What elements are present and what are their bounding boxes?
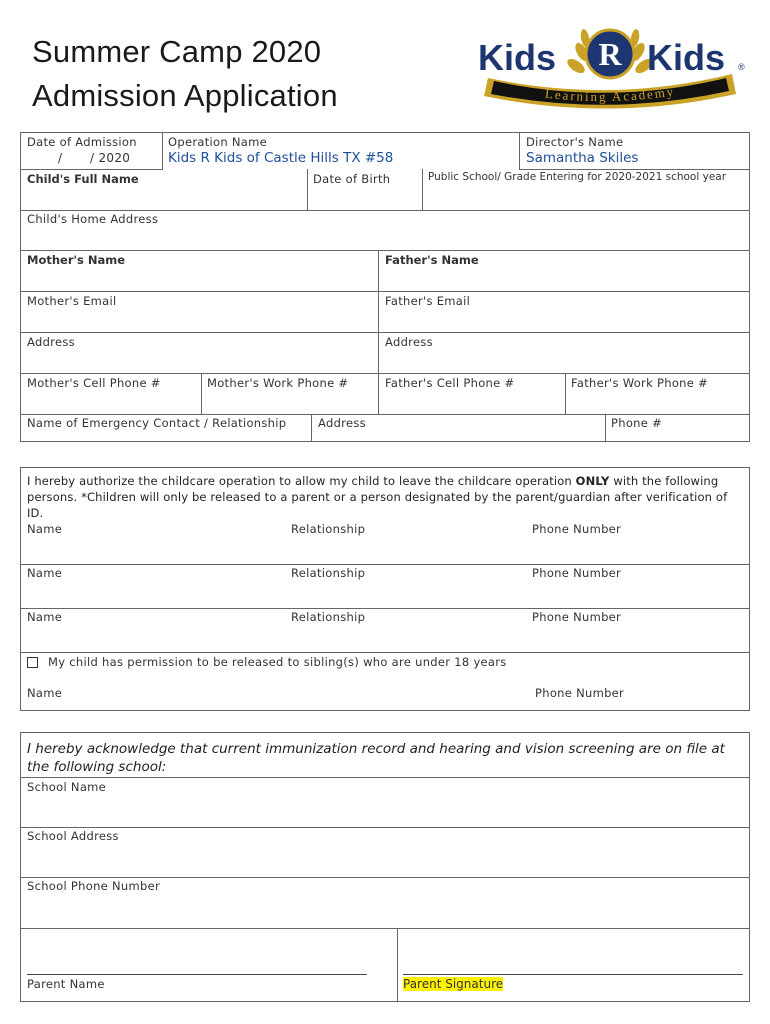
parent-signature-cell[interactable] <box>397 928 750 1002</box>
parent-signature-line <box>403 974 743 975</box>
parent-name-line <box>27 974 367 975</box>
emergency-contact-cell[interactable] <box>20 414 312 442</box>
school-phone-label: School Phone Number <box>27 879 161 893</box>
mothers-email-label: Mother's Email <box>27 294 117 308</box>
immunization-acknowledgment: I hereby acknowledge that current immunization record and hearing and vision screening are on file at the following school: <box>27 741 725 775</box>
directors-name-value: Samantha Skiles <box>526 150 639 166</box>
authorization-text: I hereby authorize the childcare operation to allow my child to leave the childcare operation ONLY with the following persons. *Children will only be released to a parent or a person designated by the parent/guardian after verification of ID. <box>27 474 728 520</box>
release-phone-label: Phone Number <box>532 522 622 536</box>
fathers-cell-phone-label: Father's Cell Phone # <box>385 376 515 390</box>
directors-name-label: Director's Name <box>526 135 624 149</box>
mothers-email-cell[interactable] <box>20 291 379 333</box>
mothers-work-phone-label: Mother's Work Phone # <box>207 376 349 390</box>
operation-name-value: Kids R Kids of Castle Hills TX #58 <box>168 150 394 166</box>
operation-name-label: Operation Name <box>168 135 268 149</box>
father-address-label: Address <box>385 335 433 349</box>
logo-registered-mark: ® <box>738 62 745 72</box>
childs-full-name-label: Child's Full Name <box>27 172 139 186</box>
father-address-cell[interactable] <box>378 332 750 374</box>
mothers-name-cell[interactable] <box>20 250 379 292</box>
release-name-label: Name <box>27 610 63 624</box>
emergency-phone-label: Phone # <box>611 416 663 430</box>
mother-address-label: Address <box>27 335 75 349</box>
only-emphasis: ONLY <box>575 474 610 488</box>
fathers-work-phone-cell[interactable] <box>565 373 750 415</box>
childs-full-name-cell[interactable] <box>20 169 308 211</box>
fathers-email-cell[interactable] <box>378 291 750 333</box>
directors-name-cell[interactable] <box>519 132 750 170</box>
emergency-phone-cell[interactable] <box>605 414 750 442</box>
release-row-1[interactable] <box>20 520 750 565</box>
sibling-release-label: My child has permission to be released to sibling(s) who are under 18 years <box>48 655 507 669</box>
date-of-admission-label: Date of Admission <box>27 135 137 149</box>
school-name-cell[interactable] <box>20 777 750 828</box>
mothers-work-phone-cell[interactable] <box>201 373 379 415</box>
fathers-work-phone-label: Father's Work Phone # <box>571 376 709 390</box>
sibling-name-label: Name <box>27 686 63 700</box>
emergency-address-label: Address <box>318 416 366 430</box>
emergency-contact-label: Name of Emergency Contact / Relationship <box>27 416 287 430</box>
page-title <box>32 30 338 118</box>
date-year: / 2020 <box>90 151 131 165</box>
parent-name-label: Parent Name <box>27 977 105 991</box>
date-slash: / <box>58 151 63 165</box>
release-relationship-label: Relationship <box>291 522 366 536</box>
school-address-cell[interactable] <box>20 827 750 878</box>
release-relationship-label: Relationship <box>291 566 366 580</box>
operation-name-cell[interactable] <box>162 132 520 170</box>
logo-word-right: Kids <box>647 37 726 78</box>
mothers-cell-phone-cell[interactable] <box>20 373 202 415</box>
childs-home-address-label: Child's Home Address <box>27 212 159 226</box>
mothers-name-label: Mother's Name <box>27 253 126 267</box>
release-name-label: Name <box>27 522 63 536</box>
logo-word-left: Kids <box>478 37 557 78</box>
childs-home-address-cell[interactable] <box>20 210 750 251</box>
emergency-address-cell[interactable] <box>311 414 606 442</box>
fathers-name-label: Father's Name <box>385 253 479 267</box>
release-relationship-label: Relationship <box>291 610 366 624</box>
fathers-cell-phone-cell[interactable] <box>378 373 566 415</box>
release-phone-label: Phone Number <box>532 566 622 580</box>
date-of-birth-label: Date of Birth <box>313 172 391 186</box>
logo-letter-r: R <box>598 36 622 72</box>
school-name-label: School Name <box>27 780 107 794</box>
release-row-2[interactable] <box>20 564 750 609</box>
logo-ribbon-text: Learning Academy <box>544 83 677 105</box>
date-of-admission-cell[interactable] <box>20 132 163 170</box>
public-school-label: Public School/ Grade Entering for 2020-2021 school year <box>428 171 727 183</box>
parent-signature-label: Parent Signature <box>403 977 504 991</box>
kids-r-kids-logo <box>470 22 750 112</box>
sibling-phone-label: Phone Number <box>535 686 625 700</box>
fathers-email-label: Father's Email <box>385 294 471 308</box>
public-school-cell[interactable] <box>422 169 750 211</box>
mother-address-cell[interactable] <box>20 332 379 374</box>
sibling-release-checkbox[interactable] <box>27 657 38 668</box>
date-of-birth-cell[interactable] <box>307 169 423 211</box>
mothers-cell-phone-label: Mother's Cell Phone # <box>27 376 161 390</box>
release-phone-label: Phone Number <box>532 610 622 624</box>
release-row-3[interactable] <box>20 608 750 653</box>
title-line-1: Summer Camp 2020 <box>32 34 322 69</box>
release-name-label: Name <box>27 566 63 580</box>
school-address-label: School Address <box>27 829 119 843</box>
school-phone-cell[interactable] <box>20 877 750 929</box>
fathers-name-cell[interactable] <box>378 250 750 292</box>
parent-name-cell[interactable] <box>20 928 398 1002</box>
title-line-2: Admission Application <box>32 78 338 113</box>
